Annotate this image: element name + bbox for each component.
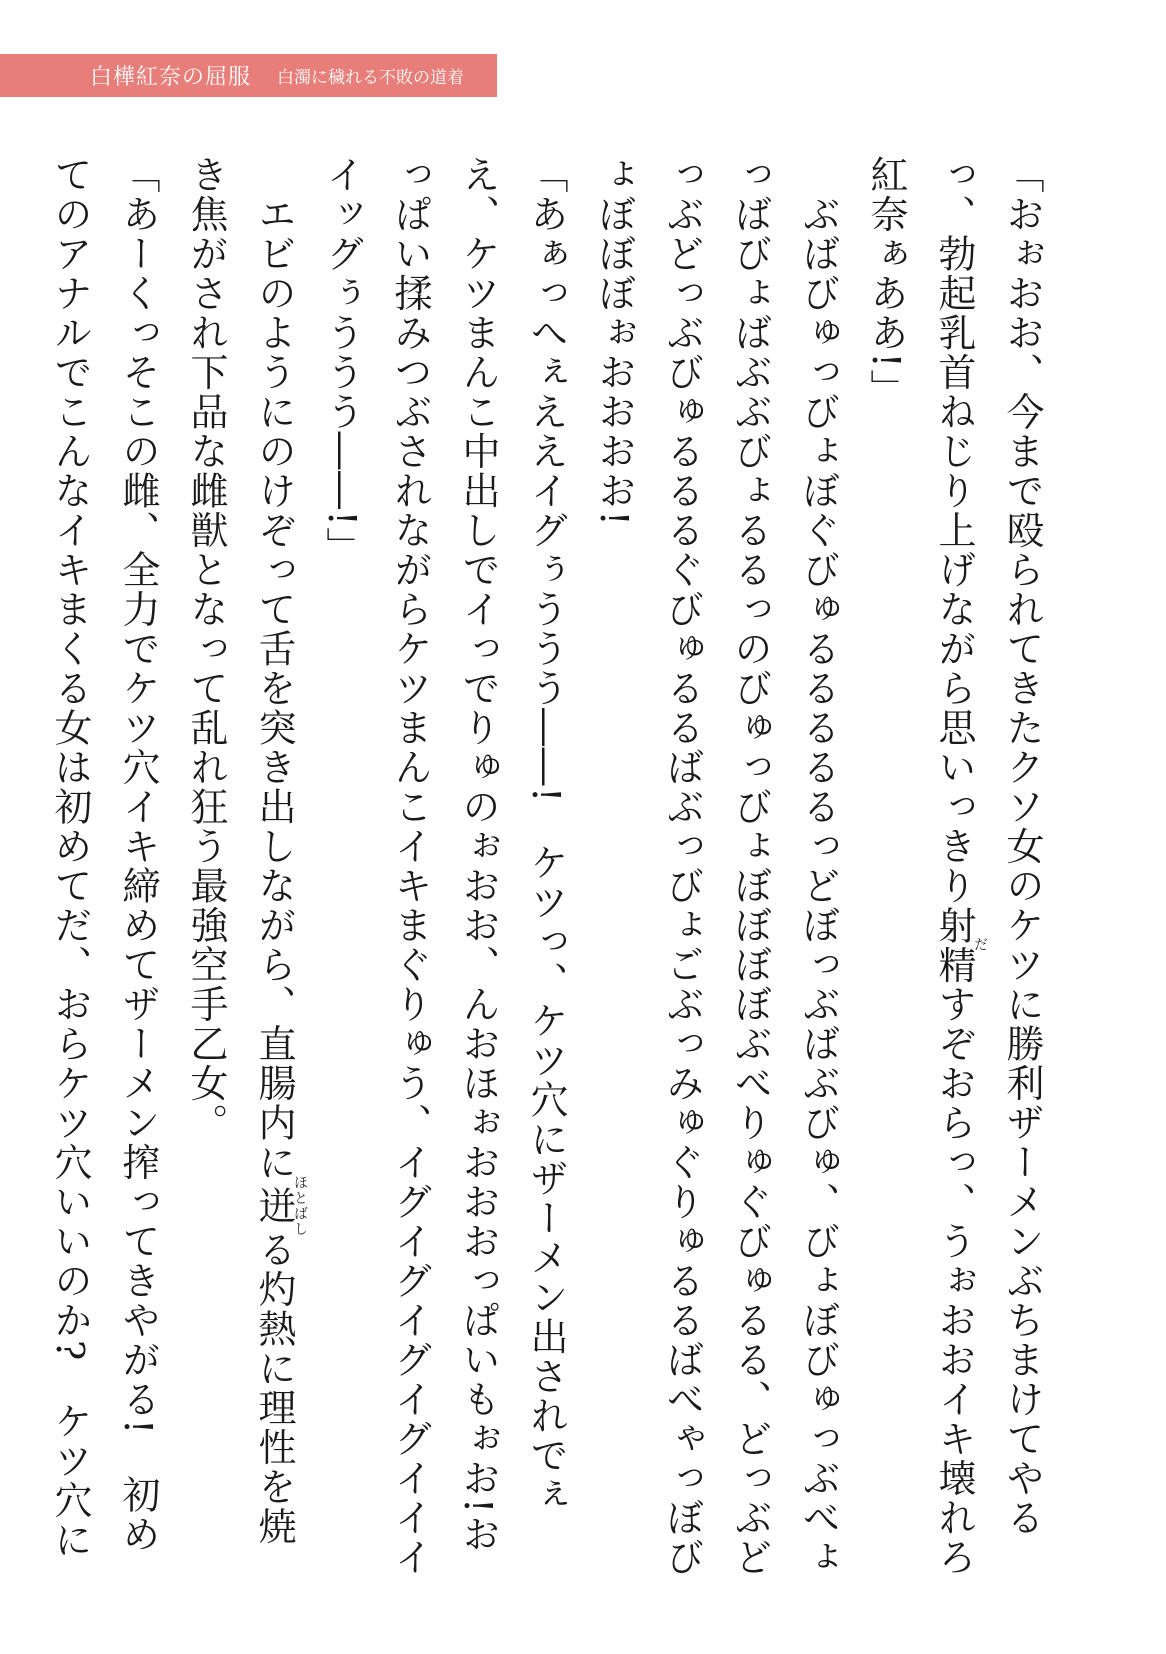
text-run: エビのようにのけぞって舌を突き出しながら、直腸内に — [252, 155, 296, 1182]
ruby-annotation — [932, 905, 988, 985]
paragraph — [580, 155, 852, 1585]
running-header — [0, 54, 497, 97]
ruby-base: 迸 — [252, 1175, 296, 1237]
ruby-text: だ — [972, 905, 988, 985]
vertical-body-text — [48, 155, 1056, 1585]
book-title: 白樺紅奈の屈服 — [90, 65, 252, 90]
ruby-text: ほとばし — [292, 1175, 308, 1237]
text-run: 「おぉおお、今まで殴られてきたクソ女のケツに勝利ザーメンぶちまけてやるっ、勃起乳首ねじり上げながら思いっきり — [932, 155, 1044, 1538]
text-run: すぞおらっ、うぉおおイキ壊れろ紅奈ぁああ!」 — [864, 155, 976, 1577]
chapter-title: 白濁に穢れる不敗の道着 — [277, 68, 465, 88]
ruby-annotation — [252, 1175, 308, 1237]
paragraph — [308, 155, 580, 1585]
text-run: ぶばびゅっびょぼぐびゅるるるるるっどぼっぶばぶびゅ、びょぼびゅっぶべょっばびょばぶぶびょるるっのびゅっびょぼぼぼぼぶべりゅぐびゅるる、どっぶどっぶどっぶびゅるるるぐびゅるるばぶっびょごぶっみゅぐりゅるるばべゃっぼびょぼぼぼぉおおおお! — [592, 155, 840, 1577]
paragraph — [172, 155, 308, 1585]
paragraph — [36, 155, 172, 1585]
text-run: 「あぁっへぇええイグぅううう――! ケツっ、ケツ穴にザーメン出されでぇえ、ケツまんこ中出しでイっでりゅのぉおお、んおほぉおおおっぱいもぉお!おっぱい揉みつぶされながらケツまんこイキまぐりゅう、イグイグイグイグイイイイッグぅううう――!」 — [320, 155, 568, 1577]
text-run: 「あーくっそこの雌、全力でケツ穴イキ締めてザーメン搾ってきやがる! 初めてのアナルでこんなイキまくる女は初めてだ、おらケツ穴いいのか? ケツ穴に — [48, 155, 160, 1560]
paragraph — [852, 155, 1056, 1585]
ruby-base: 射精 — [932, 905, 976, 985]
text-run: る灼熱に理性を焼き焦がされ下品な雌獣となって乱れ狂う最強空手乙女。 — [184, 155, 296, 1546]
